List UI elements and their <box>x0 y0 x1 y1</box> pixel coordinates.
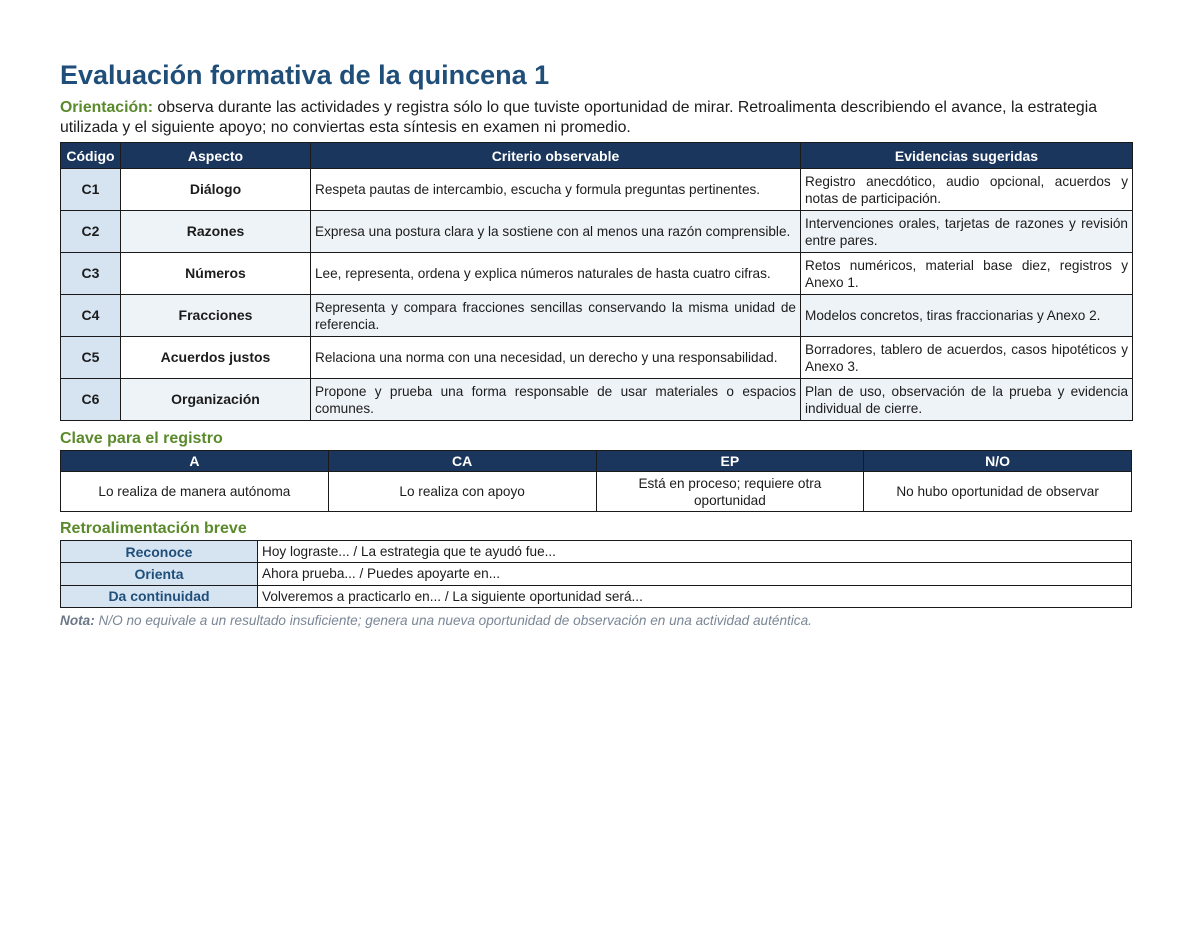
key-section-heading: Clave para el registro <box>60 430 223 447</box>
header-aspecto: Aspecto <box>121 143 311 169</box>
row-criterion: Respeta pautas de intercambio, escucha y formula preguntas pertinentes. <box>311 169 801 211</box>
table-row <box>61 379 1133 421</box>
feedback-value: Ahora prueba... / Puedes apoyarte en... <box>258 563 1132 585</box>
key-header-ca: CA <box>328 451 596 472</box>
feedback-value: Volveremos a practicarlo en... / La siguiente oportunidad será... <box>258 585 1132 607</box>
row-aspect: Fracciones <box>121 295 311 337</box>
feedback-row <box>61 585 1132 607</box>
table-row <box>61 337 1133 379</box>
key-value-a: Lo realiza de manera autónoma <box>61 472 329 512</box>
row-code: C2 <box>61 211 121 253</box>
row-criterion: Propone y prueba una forma responsable de usar materiales o espacios comunes. <box>311 379 801 421</box>
criteria-table <box>60 142 1133 421</box>
row-criterion: Relaciona una norma con una necesidad, un derecho y una responsabilidad. <box>311 337 801 379</box>
feedback-row <box>61 563 1132 585</box>
table-row <box>61 253 1133 295</box>
criteria-header-row <box>61 143 1133 169</box>
row-code: C3 <box>61 253 121 295</box>
footnote-label: Nota: <box>60 613 95 628</box>
feedback-label: Reconoce <box>61 541 258 563</box>
header-codigo: Código <box>61 143 121 169</box>
row-code: C4 <box>61 295 121 337</box>
row-code: C6 <box>61 379 121 421</box>
orientation-text: observa durante las actividades y registra sólo lo que tuviste oportunidad de mirar. Retroalimenta describiendo el avance, la estrategia utilizada y el siguiente apoyo; no conviertas esta síntesis en examen ni promedio. <box>60 99 1098 136</box>
key-value-ep: Está en proceso; requiere otra oportunidad <box>596 472 864 512</box>
table-row <box>61 169 1133 211</box>
feedback-table <box>60 540 1132 608</box>
key-header-ep: EP <box>596 451 864 472</box>
table-row <box>61 295 1133 337</box>
footnote <box>60 613 812 628</box>
row-aspect: Organización <box>121 379 311 421</box>
row-criterion: Lee, representa, ordena y explica números naturales de hasta cuatro cifras. <box>311 253 801 295</box>
row-criterion: Representa y compara fracciones sencillas conservando la misma unidad de referencia. <box>311 295 801 337</box>
row-code: C1 <box>61 169 121 211</box>
key-table <box>60 450 1132 512</box>
row-criterion: Expresa una postura clara y la sostiene con al menos una razón comprensible. <box>311 211 801 253</box>
row-aspect: Diálogo <box>121 169 311 211</box>
key-header-no: N/O <box>864 451 1132 472</box>
key-header-row <box>61 451 1132 472</box>
row-aspect: Acuerdos justos <box>121 337 311 379</box>
row-evidence: Retos numéricos, material base diez, registros y Anexo 1. <box>801 253 1133 295</box>
key-value-ca: Lo realiza con apoyo <box>328 472 596 512</box>
key-header-a: A <box>61 451 329 472</box>
feedback-value: Hoy lograste... / La estrategia que te ayudó fue... <box>258 541 1132 563</box>
key-value-row <box>61 472 1132 512</box>
row-evidence: Borradores, tablero de acuerdos, casos hipotéticos y Anexo 3. <box>801 337 1133 379</box>
row-evidence: Intervenciones orales, tarjetas de razones y revisión entre pares. <box>801 211 1133 253</box>
row-aspect: Números <box>121 253 311 295</box>
orientation-paragraph <box>60 98 1142 138</box>
row-evidence: Registro anecdótico, audio opcional, acuerdos y notas de participación. <box>801 169 1133 211</box>
row-aspect: Razones <box>121 211 311 253</box>
feedback-label: Orienta <box>61 563 258 585</box>
feedback-label: Da continuidad <box>61 585 258 607</box>
orientation-label: Orientación: <box>60 99 154 116</box>
row-evidence: Modelos concretos, tiras fraccionarias y Anexo 2. <box>801 295 1133 337</box>
row-code: C5 <box>61 337 121 379</box>
key-value-no: No hubo oportunidad de observar <box>864 472 1132 512</box>
feedback-row <box>61 541 1132 563</box>
table-row <box>61 211 1133 253</box>
header-evidencias: Evidencias sugeridas <box>801 143 1133 169</box>
header-criterio: Criterio observable <box>311 143 801 169</box>
row-evidence: Plan de uso, observación de la prueba y evidencia individual de cierre. <box>801 379 1133 421</box>
page-title: Evaluación formativa de la quincena 1 <box>60 60 550 90</box>
feedback-section-heading: Retroalimentación breve <box>60 520 247 537</box>
footnote-text: N/O no equivale a un resultado insuficiente; genera una nueva oportunidad de observación en una actividad auténtica. <box>94 613 812 628</box>
